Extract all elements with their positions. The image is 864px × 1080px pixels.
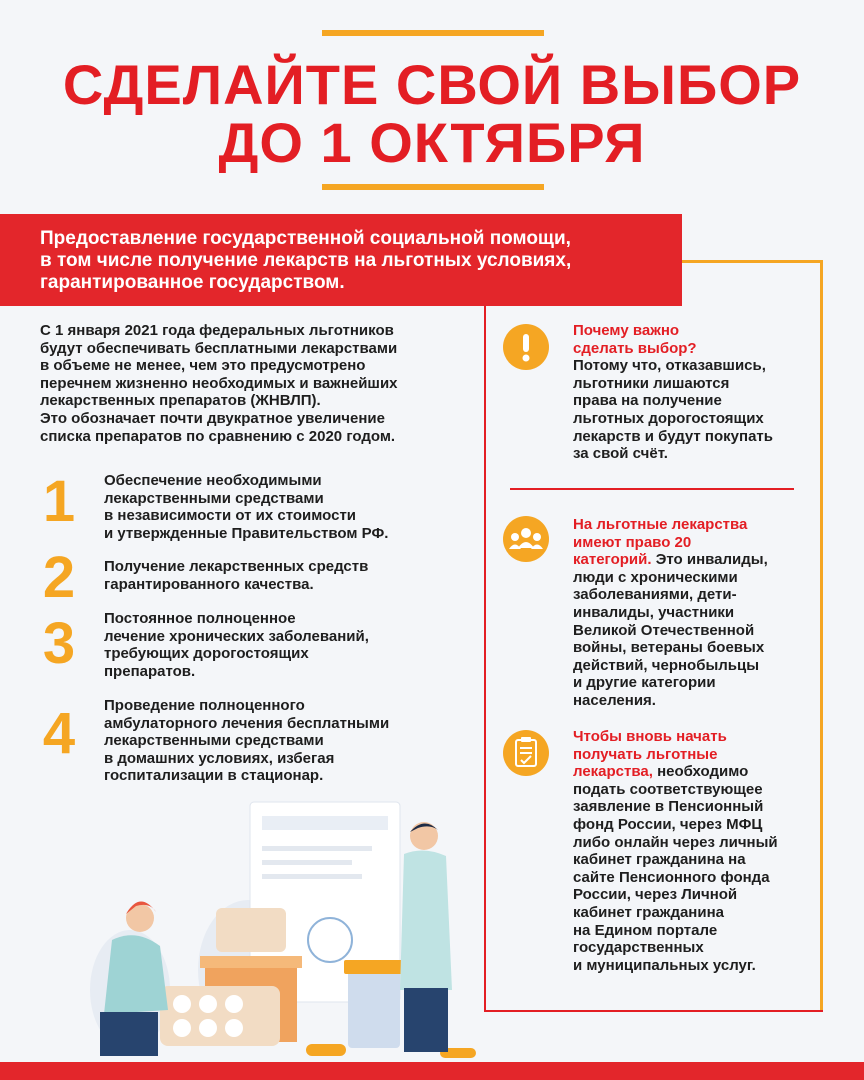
benefit-text-4 (104, 697, 464, 785)
page-title-line2: ДО 1 ОКТЯБРЯ (218, 111, 646, 174)
why-line: Потому что, отказавшись, (573, 357, 766, 375)
title-top-rule (322, 30, 544, 36)
benefit-line: Проведение полноценного (104, 697, 305, 714)
pill (225, 995, 243, 1013)
howto-line: и муниципальных услуг. (573, 956, 756, 974)
frame-left-rule (484, 306, 486, 1012)
benefit-line: амбулаторного лечения бесплатными (104, 714, 390, 732)
howto-line: на Едином портале (573, 921, 718, 939)
benefit-line: гарантированного качества. (104, 575, 314, 593)
howto-line: России, через Личной (573, 886, 738, 904)
pill (173, 1019, 191, 1037)
subtitle-banner-text (40, 228, 680, 294)
howto-line-mixed (573, 763, 805, 781)
why-line: права на получение (573, 392, 722, 410)
categories-heading: На льготные лекарства (573, 516, 748, 533)
pill-jar-lid (344, 960, 404, 974)
benefit-line: лечение хронических заболеваний, (104, 627, 369, 645)
howto-line: государственных (573, 939, 704, 957)
woman-body (104, 935, 168, 1014)
benefit-line: в независимости от их стоимости (104, 507, 357, 525)
benefit-text-3 (104, 610, 464, 680)
benefit-line: Постоянное полноценное (104, 610, 296, 627)
exclamation-icon (503, 324, 549, 370)
intro-line: С 1 января 2021 года федеральных льготников (40, 322, 394, 339)
prescription-line (262, 874, 362, 879)
benefit-line: препаратов. (104, 662, 196, 680)
howto-line: сайте Пенсионного фонда (573, 868, 770, 886)
man-coat (400, 850, 452, 990)
howto-heading: лекарства, (573, 763, 653, 781)
benefit-number-3: 3 (42, 611, 76, 676)
woman-legs (100, 1012, 158, 1056)
frame-top-rule (682, 260, 820, 263)
pill-jar (348, 970, 400, 1048)
banner-line: Предоставление государственной социальной помощи, (40, 228, 571, 249)
why-heading: Почему важно (573, 322, 680, 339)
benefit-number-1: 1 (42, 469, 76, 534)
clipboard-check-icon (503, 730, 549, 776)
page-title-line1: СДЕЛАЙТЕ СВОЙ ВЫБОР (62, 53, 802, 116)
why-line: лекарств и будут покупать (573, 427, 773, 445)
howto-line: подать соответствующее (573, 780, 763, 798)
pill-blister (216, 908, 286, 952)
howto-line: фонд России, через МФЦ (573, 815, 763, 833)
footer-bar (0, 1062, 864, 1080)
categories-line: заболеваниями, дети- (573, 586, 737, 604)
man-legs (404, 988, 448, 1052)
prescription-line (262, 860, 352, 865)
categories-line-mixed (573, 551, 805, 569)
categories-line: войны, ветераны боевых (573, 639, 765, 657)
exclamation-icon-glyph (503, 324, 549, 370)
prescription-header (262, 816, 388, 830)
howto-heading: Чтобы вновь начать (573, 728, 727, 745)
banner-line: гарантированное государством. (40, 272, 345, 293)
why-heading: сделать выбор? (573, 339, 697, 357)
categories-line: действий, чернобыльцы (573, 656, 760, 674)
pill-blister (160, 986, 280, 1046)
howto-heading: получать льготные (573, 745, 718, 763)
howto-line: кабинет гражданина (573, 903, 724, 921)
benefit-line: Получение лекарственных средств (104, 558, 369, 575)
categories-line: и другие категории (573, 674, 716, 692)
benefit-number-2: 2 (42, 545, 76, 610)
intro-line: лекарственных препаратов (ЖНВЛП). (40, 392, 321, 410)
benefit-line: и утвержденные Правительством РФ. (104, 524, 389, 542)
banner-line: в том числе получение лекарств на льготных условиях, (40, 250, 572, 271)
intro-line: перечнем жизненно необходимых и важнейших (40, 374, 398, 392)
how-to-section (573, 728, 805, 974)
categories-line: люди с хроническими (573, 568, 738, 586)
title-bottom-rule (322, 184, 544, 190)
howto-line: необходимо (652, 763, 749, 781)
clipboard-check-icon-glyph (503, 730, 549, 776)
howto-line: заявление в Пенсионный (573, 798, 764, 816)
benefit-line: Обеспечение необходимыми (104, 472, 322, 489)
categories-line: Это инвалиды, (651, 551, 768, 569)
why-line: за свой счёт. (573, 445, 668, 463)
categories-line: инвалиды, участники (573, 603, 735, 621)
why-choose-section (573, 322, 805, 463)
categories-section (573, 516, 805, 710)
prescription-line (262, 846, 372, 851)
categories-heading: имеют право 20 (573, 533, 692, 551)
why-line: льготники лишаются (573, 374, 730, 392)
intro-line: списка препаратов по сравнению с 2020 годом. (40, 427, 396, 445)
howto-line: кабинет гражданина на (573, 851, 746, 869)
benefit-number-4: 4 (42, 701, 76, 766)
frame-bottom-rule (484, 1010, 823, 1012)
intro-line: в объеме не менее, чем это предусмотрено (40, 357, 366, 375)
howto-line: либо онлайн через личный (573, 833, 778, 851)
benefit-line: лекарственными средствами (104, 732, 324, 750)
pill-box-lid (200, 956, 302, 968)
pill (225, 1019, 243, 1037)
capsule (306, 1044, 346, 1056)
pill (199, 995, 217, 1013)
frame-right-rule (820, 260, 823, 1012)
intro-line: будут обеспечивать бесплатными лекарствами (40, 339, 398, 357)
categories-line: населения. (573, 691, 656, 709)
categories-heading: категорий. (573, 551, 652, 569)
benefit-line: требующих дорогостоящих (104, 645, 309, 663)
people-group-icon-glyph (503, 516, 549, 562)
section-divider (510, 488, 794, 490)
categories-line: Великой Отечественной (573, 621, 755, 639)
people-group-icon (503, 516, 549, 562)
intro-paragraph (40, 322, 480, 445)
benefit-line: госпитализации в стационар. (104, 767, 324, 785)
pill (199, 1019, 217, 1037)
pill (173, 995, 191, 1013)
intro-line: Это обозначает почти двукратное увеличение (40, 409, 385, 427)
benefit-line: в домашних условиях, избегая (104, 749, 335, 767)
benefit-text-2 (104, 558, 464, 593)
why-line: льготных дорогостоящих (573, 409, 764, 427)
benefit-text-1 (104, 472, 464, 542)
benefit-line: лекарственными средствами (104, 489, 324, 507)
pharmacy-illustration (0, 790, 484, 1062)
